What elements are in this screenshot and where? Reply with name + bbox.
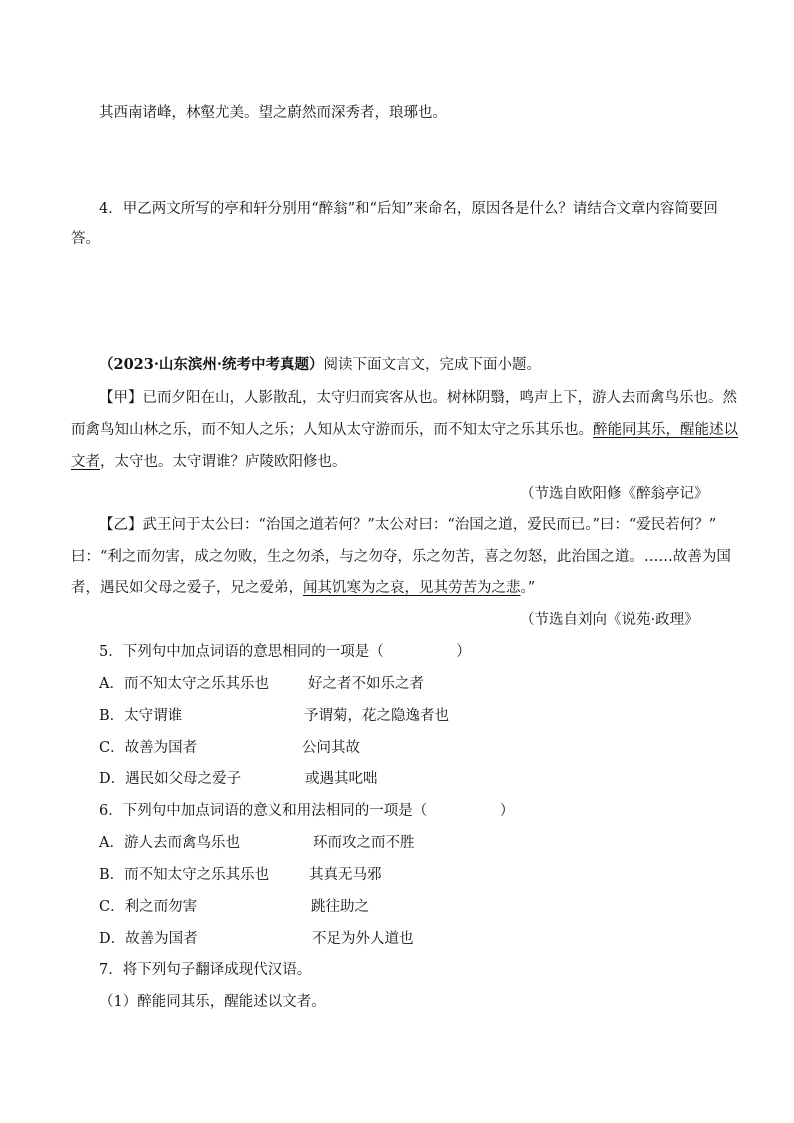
jia-line2-text: 而禽鸟知山林之乐，而不知人之乐；人知从太守游而乐，而不知太守之乐其乐也。 <box>71 422 593 438</box>
q5-option-d-left: D．遇民如父母之爱子 <box>99 771 242 787</box>
q6-option-a-right: 环而攻之而不胜 <box>313 835 415 851</box>
jia-line3 <box>71 452 347 472</box>
question-7-stem: 7．将下列句子翻译成现代汉语。 <box>99 962 312 978</box>
q6-option-b-right: 其真无马邪 <box>309 867 382 883</box>
source-instruction: 阅读下面文言文，完成下面小题。 <box>323 357 541 373</box>
yi-line1: 【乙】武王问于太公曰：“治国之道若何？”太公对曰：“治国之道，爱民而已。”曰：“爱民若何？” <box>99 517 717 533</box>
question-4-line1: 4．甲乙两文所写的亭和轩分别用“醉翁”和“后知”来命名，原因各是什么？请结合文章内容简要回 <box>99 201 718 217</box>
yi-line3-text: 者，遇民如父母之爱子，兄之爱弟， <box>71 580 303 596</box>
q6-option-a-left: A．游人去而禽鸟乐也 <box>99 835 240 851</box>
jia-citation: （节选自欧阳修《醉翁亭记》 <box>520 486 709 502</box>
q5-option-c-right: 公问其故 <box>302 740 360 756</box>
q5-option-a-right: 好之者不如乐之者 <box>308 676 424 692</box>
question-6-stem: 6．下列句中加点词语的意义和用法相同的一项是（ ） <box>99 803 515 819</box>
yi-line3 <box>71 578 535 598</box>
q5-option-d-right: 或遇其叱咄 <box>305 771 378 787</box>
jia-underlined-sentence-part1: 醉能同其乐，醒能述以 <box>593 422 738 438</box>
jia-line1: 【甲】已而夕阳在山，人影散乱，太守归而宾客从也。树林阴翳，鸣声上下，游人去而禽鸟乐也。然 <box>99 390 737 406</box>
source-label: （2023·山东滨州·统考中考真题） <box>99 356 324 373</box>
q6-option-b-left: B．而不知太守之乐其乐也 <box>99 867 270 883</box>
jia-line3-text: ，太守也。太守谓谁？庐陵欧阳修也。 <box>100 454 347 470</box>
question-7-item-1: （1）醉能同其乐，醒能述以文者。 <box>99 994 326 1010</box>
yi-line2: 曰：“利之而勿害，成之勿败，生之勿杀，与之勿夺，乐之勿苦，喜之勿怒，此治国之道。……故善为国 <box>71 549 731 565</box>
question-5-stem: 5．下列句中加点词语的意思相同的一项是（ ） <box>99 644 471 660</box>
yi-citation: （节选自刘向《说苑·政理》 <box>520 612 699 628</box>
passage-excerpt: 其西南诸峰，林壑尤美。望之蔚然而深秀者，琅琊也。 <box>99 105 447 121</box>
q5-option-b-right: 予谓菊，花之隐逸者也 <box>304 708 449 724</box>
q6-option-c-right: 跳往助之 <box>311 899 369 915</box>
jia-underlined-sentence-part2: 文者 <box>71 454 100 470</box>
q6-option-c-left: C．利之而勿害 <box>99 899 198 915</box>
q5-option-c-left: C．故善为国者 <box>99 740 198 756</box>
q6-option-d-left: D．故善为国者 <box>99 931 198 947</box>
question-4-line2: 答。 <box>71 231 100 247</box>
q5-option-a <box>99 674 269 694</box>
jia-line2 <box>71 420 738 440</box>
source-header <box>99 355 541 375</box>
q5-option-b-left: B．太守谓谁 <box>99 708 183 724</box>
q6-option-d-right: 不足为外人道也 <box>312 931 414 947</box>
yi-underlined-sentence: 闻其饥寒为之哀，见其劳苦为之悲 <box>303 580 521 596</box>
yi-line3-end: 。” <box>520 580 536 596</box>
q5-option-a-left: A．而不知太守之乐其乐也 <box>99 676 269 692</box>
